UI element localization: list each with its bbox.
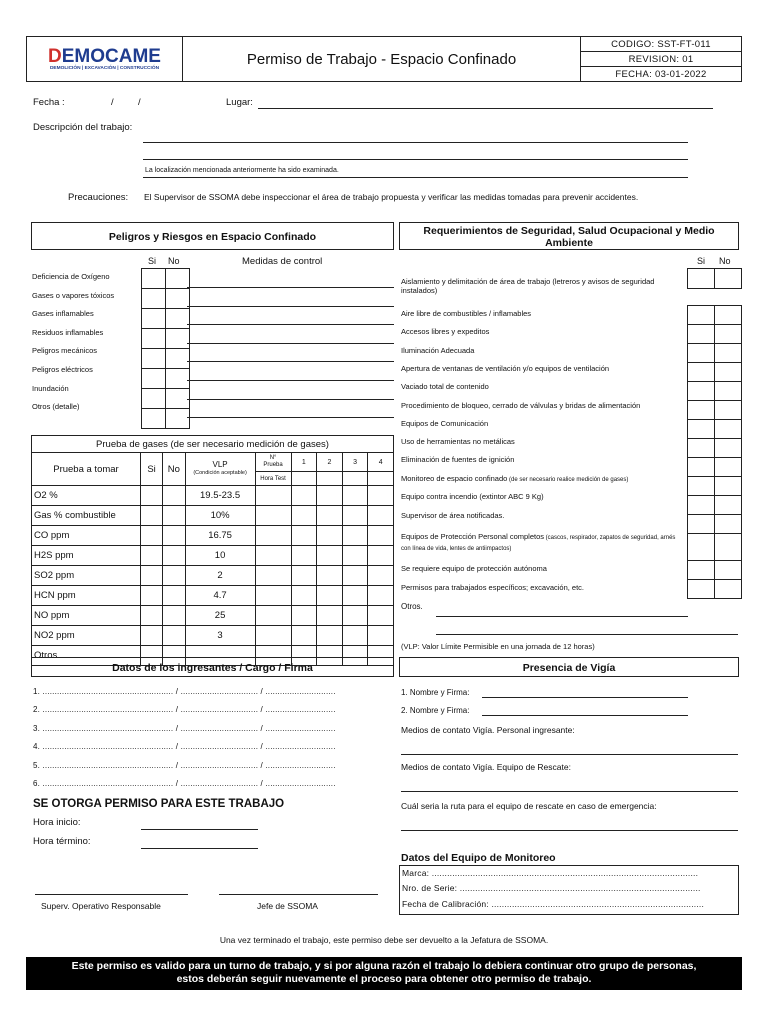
gas-row (32, 566, 394, 586)
fecha-label: Fecha : (33, 97, 65, 108)
col-si: Si (140, 453, 162, 486)
requirement-item (401, 583, 686, 592)
hazards-medidas-header: Medidas de control (242, 256, 323, 267)
gas-test-cell[interactable] (342, 546, 368, 566)
localizacion-note: La localización mencionada anteriormente ha sido examinada. (145, 167, 339, 174)
col-n-label: N° (269, 455, 277, 461)
gas-si-box[interactable] (140, 506, 162, 526)
req-no-box[interactable] (715, 269, 742, 289)
requirement-item (401, 532, 686, 554)
hora-termino-field[interactable] (141, 848, 258, 849)
req-no-box[interactable] (715, 420, 742, 439)
ingresante-line[interactable]: 2. ...................................................... / ................................ / ............................. (33, 705, 336, 715)
hazards-checkbox-grid (141, 268, 190, 429)
vigia-nombre-2: 2. Nombre y Firma: (401, 706, 470, 715)
hazards-si-header: Si (148, 256, 157, 266)
firma-jefe-line[interactable] (219, 894, 378, 895)
gas-no-box[interactable] (163, 606, 185, 626)
requirement-item (401, 419, 686, 428)
gas-name: NO2 ppm (32, 626, 141, 646)
gas-test-cell[interactable] (342, 606, 368, 626)
req-si-box[interactable] (688, 534, 715, 561)
monitoreo-title: Datos del Equipo de Monitoreo (401, 852, 556, 864)
req-no-box[interactable] (715, 515, 742, 534)
req-si-box[interactable] (688, 382, 715, 401)
gas-vlp: 25 (185, 606, 255, 626)
medida-control-line[interactable] (187, 417, 394, 418)
req-row (688, 580, 742, 599)
hora-cell[interactable] (291, 472, 317, 486)
hazard-row (142, 369, 190, 389)
ingresante-line[interactable]: 6. ...................................................... / ................................ / ............................. (33, 779, 336, 788)
monitoreo-calibracion[interactable]: Fecha de Calibración: ................................................................................... (402, 899, 705, 909)
medida-control-line[interactable] (187, 361, 394, 362)
gas-test-cell[interactable] (317, 506, 343, 526)
hazard-si-box[interactable] (142, 369, 166, 389)
hazard-row (142, 269, 190, 289)
requirement-text: Equipos de Protección Personal completos (401, 532, 544, 541)
requirement-text: Equipo contra incendio (extintor ABC 9 Kg) (401, 492, 544, 501)
gas-hora-cell[interactable] (255, 526, 291, 546)
fecha-slash-2: / (138, 97, 141, 108)
contacto-ingresante-label: Medios de contato Vigía. Personal ingresante: (401, 725, 575, 735)
req-si-box[interactable] (688, 420, 715, 439)
req-si-box[interactable] (688, 344, 715, 363)
requirement-note: (cascos, respirador, zapatos de seguridad, arnés con línea de vida, lentes de antiimpactos) (401, 535, 676, 552)
vigia-nombre-1-field[interactable] (482, 697, 688, 698)
gas-test-cell[interactable] (291, 526, 317, 546)
req-si-box[interactable] (688, 496, 715, 515)
medida-control-line[interactable] (187, 287, 394, 288)
gas-test-cell[interactable] (342, 526, 368, 546)
req-si-box[interactable] (688, 269, 715, 289)
monitoreo-serie[interactable]: Nro. de Serie: .............................................................................................. (402, 883, 701, 893)
hazard-label: Deficiencia de Oxígeno (32, 272, 110, 281)
gas-no-box[interactable] (163, 546, 185, 566)
gas-no-box[interactable] (163, 586, 185, 606)
gas-hora-cell[interactable] (255, 606, 291, 626)
footer-banner (26, 957, 742, 990)
gas-vlp: 19.5-23.5 (185, 486, 255, 506)
requirement-text: Iluminación Adecuada (401, 346, 475, 355)
requirement-item (401, 364, 686, 373)
logo-tagline: DEMOLICIÓN | EXCAVACIÓN | CONSTRUCCIÓN (49, 66, 160, 71)
requirement-item (401, 346, 686, 355)
gas-name: NO ppm (32, 606, 141, 626)
gas-vlp: 10% (185, 506, 255, 526)
hazard-label: Peligros mecánicos (32, 346, 98, 356)
precauciones-text: El Supervisor de SSOMA debe inspeccionar el área de trabajo propuesta y verificar las medidas tomadas para prevenir accidentes. (144, 192, 639, 202)
gas-name: H2S ppm (32, 546, 141, 566)
gas-row (32, 526, 394, 546)
gas-si-box[interactable] (140, 586, 162, 606)
vigia-nombre-2-field[interactable] (482, 715, 688, 716)
req-no-box[interactable] (715, 344, 742, 363)
gas-vlp: 2 (185, 566, 255, 586)
requirement-text: Aislamiento y delimitación de área de trabajo (letreros y avisos de seguridad instalados) (401, 277, 655, 295)
req-si-box[interactable] (688, 306, 715, 325)
requirement-text: Vaciado total de contenido (401, 382, 489, 391)
requirements-title: Requerimientos de Seguridad, Salud Ocupacional y Medio Ambiente (423, 225, 715, 249)
requirement-text: Apertura de ventanas de ventilación y/o equipos de ventilación (401, 364, 610, 373)
col-n-sub: Prueba (263, 462, 283, 468)
gas-test-cell[interactable] (317, 626, 343, 646)
req-row (688, 439, 742, 458)
gas-row (32, 626, 394, 646)
gas-hora-cell[interactable] (255, 566, 291, 586)
req-no-box[interactable] (715, 306, 742, 325)
hazard-si-box[interactable] (142, 289, 166, 309)
page-title: Permiso de Trabajo - Espacio Confinado (183, 37, 581, 82)
gas-test-cell[interactable] (368, 566, 394, 586)
monitoreo-marca[interactable]: Marca: ........................................................................................................ (402, 868, 699, 878)
hazard-label: Inundación (32, 383, 69, 393)
req-no-box[interactable] (715, 580, 742, 599)
vigia-title-box (399, 657, 739, 677)
hazard-label: Otros (detalle) (32, 402, 80, 412)
vigia-nombre-1: 1. Nombre y Firma: (401, 688, 470, 697)
gas-vlp: 4.7 (185, 586, 255, 606)
req-row (688, 458, 742, 477)
hazard-no-box[interactable] (166, 389, 190, 409)
requirement-item (401, 455, 686, 464)
ingresante-line[interactable]: 1. ...................................................... / ................................ / ............................. (33, 687, 336, 696)
descripcion-line-2[interactable] (143, 159, 688, 160)
vlp-note: (VLP: Valor Límite Permisible en una jornada de 12 horas) (401, 642, 595, 651)
req-si-box[interactable] (688, 458, 715, 477)
req-row (688, 401, 742, 420)
requirement-item (401, 511, 686, 520)
gas-test-cell[interactable] (342, 566, 368, 586)
gas-test-cell[interactable] (291, 546, 317, 566)
ingresantes-title: Datos de los ingresantes / Cargo / Firma (112, 662, 313, 674)
requirement-item (401, 327, 686, 336)
gas-no-box[interactable] (163, 626, 185, 646)
hazard-label: Residuos inflamables (32, 327, 104, 337)
gas-si-box[interactable] (140, 546, 162, 566)
requirement-item (401, 382, 686, 391)
gas-test-cell[interactable] (368, 606, 394, 626)
req-otros-label: Otros. (401, 602, 423, 611)
test-col-4: 4 (368, 453, 394, 472)
requirements-title-box (399, 222, 739, 250)
ruta-field[interactable] (401, 830, 738, 831)
req-row (688, 363, 742, 382)
requirement-text: Accesos libres y expeditos (401, 327, 490, 336)
gas-no-box[interactable] (163, 506, 185, 526)
requirement-item (401, 474, 686, 485)
firma-jefe-label: Jefe de SSOMA (257, 901, 318, 911)
col-vlp-label: VLP (212, 460, 228, 469)
hazard-si-box[interactable] (142, 329, 166, 349)
req-si-box[interactable] (688, 580, 715, 599)
lugar-label: Lugar: (226, 97, 253, 108)
col-hora-test: Hora Test (255, 472, 291, 486)
medida-control-line[interactable] (187, 399, 394, 400)
firma-supervisor-line[interactable] (35, 894, 188, 895)
footer-banner-line-2: estos deberán seguir nuevamente el proceso para obtener otro permiso de trabajo. (176, 973, 592, 985)
hazard-no-box[interactable] (166, 289, 190, 309)
gas-row (32, 486, 394, 506)
gas-vlp: 16.75 (185, 526, 255, 546)
requirement-text: Procedimiento de bloqueo, cerrado de válvulas y bridas de alimentación (401, 401, 641, 410)
hazard-label: Gases inflamables (32, 309, 94, 319)
contacto-rescate-field[interactable] (401, 791, 738, 792)
requirement-text: Eliminación de fuentes de ignición (401, 455, 515, 464)
requirement-item (401, 401, 686, 410)
hazard-no-box[interactable] (166, 269, 190, 289)
requirements-checkbox-grid (687, 305, 742, 599)
req-si-box[interactable] (688, 325, 715, 344)
requirement-item (401, 309, 686, 318)
gas-test-cell[interactable] (368, 486, 394, 506)
gas-hora-cell[interactable] (255, 486, 291, 506)
hazard-row (142, 309, 190, 329)
col-vlp-sub: (Condición aceptable) (193, 470, 247, 476)
req-row (688, 344, 742, 363)
hora-cell[interactable] (317, 472, 343, 486)
hora-inicio-label: Hora inicio: (33, 817, 81, 828)
gas-vlp: 3 (185, 626, 255, 646)
hazard-row (142, 389, 190, 409)
gas-no-box[interactable] (163, 486, 185, 506)
col-no: No (163, 453, 185, 486)
gas-test-cell[interactable] (368, 626, 394, 646)
req-no-box[interactable] (715, 458, 742, 477)
hazard-no-box[interactable] (166, 349, 190, 369)
gas-test-cell[interactable] (317, 566, 343, 586)
gas-name: Otros (32, 646, 141, 666)
req-otros-line-1[interactable] (436, 616, 688, 617)
req-row (688, 477, 742, 496)
hazard-label: Peligros eléctricos (32, 365, 93, 374)
requirement-text: Uso de herramientas no metálicas (401, 437, 515, 446)
hazard-no-box[interactable] (166, 369, 190, 389)
gas-test-cell[interactable] (291, 586, 317, 606)
gas-hora-cell[interactable] (255, 506, 291, 526)
req-row (688, 306, 742, 325)
ingresantes-title-box (31, 657, 394, 677)
hazard-label: Gases o vapores tóxicos (32, 290, 115, 300)
gas-test-cell[interactable] (317, 586, 343, 606)
req-no-box[interactable] (715, 439, 742, 458)
hazards-title-box (31, 222, 394, 250)
gas-si-box[interactable] (140, 606, 162, 626)
hazard-si-box[interactable] (142, 349, 166, 369)
gas-hora-cell[interactable] (255, 626, 291, 646)
test-col-2: 2 (317, 453, 343, 472)
req-no-box[interactable] (715, 382, 742, 401)
devolucion-note: Una vez terminado el trabajo, este permiso debe ser devuelto a la Jefatura de SSOMA. (219, 935, 549, 945)
requirements-no-header: No (719, 256, 731, 266)
hazard-si-box[interactable] (142, 309, 166, 329)
hazard-no-box[interactable] (166, 309, 190, 329)
col-vlp (185, 453, 255, 486)
gas-test-cell[interactable] (317, 606, 343, 626)
ruta-label: Cuál seria la ruta para el equipo de rescate en caso de emergencia: (401, 801, 657, 811)
requirements-si-header: Si (697, 256, 706, 266)
requirement-text: Equipos de Comunicación (401, 419, 489, 428)
gas-test-cell[interactable] (291, 566, 317, 586)
gas-test-table (31, 435, 394, 666)
gas-name: SO2 ppm (32, 566, 141, 586)
hora-inicio-field[interactable] (141, 829, 258, 830)
gas-si-box[interactable] (140, 626, 162, 646)
req-si-box[interactable] (688, 401, 715, 420)
ingresante-line[interactable]: 5. ...................................................... / ................................ / ............................. (33, 760, 336, 770)
gas-hora-cell[interactable] (255, 586, 291, 606)
gas-no-box[interactable] (163, 566, 185, 586)
req-row (688, 325, 742, 344)
contacto-rescate-label: Medios de contato Vigía. Equipo de Rescate: (401, 762, 571, 772)
hazard-no-box[interactable] (166, 409, 190, 429)
doc-revision: REVISION: 01 (581, 52, 742, 67)
logo: DEMOCAME DEMOLICIÓN | EXCAVACIÓN | CONSTRUCCIÓN (27, 37, 183, 82)
hora-cell[interactable] (368, 472, 394, 486)
gas-row (32, 546, 394, 566)
test-col-1: 1 (291, 453, 317, 472)
doc-date: FECHA: 03-01-2022 (581, 67, 742, 82)
gas-row (32, 606, 394, 626)
test-col-3: 3 (342, 453, 368, 472)
gas-test-cell[interactable] (368, 586, 394, 606)
gas-test-cell[interactable] (291, 606, 317, 626)
hazard-si-box[interactable] (142, 269, 166, 289)
req-si-box[interactable] (688, 561, 715, 580)
gas-si-box[interactable] (140, 566, 162, 586)
gas-test-cell[interactable] (291, 506, 317, 526)
req-no-box[interactable] (715, 561, 742, 580)
requirement-item (401, 492, 686, 501)
hazard-si-box[interactable] (142, 389, 166, 409)
req-row (688, 382, 742, 401)
hazard-row (142, 329, 190, 349)
gas-si-box[interactable] (140, 526, 162, 546)
gas-row (32, 506, 394, 526)
req-no-box[interactable] (715, 401, 742, 420)
req-row (688, 496, 742, 515)
hazard-row (142, 409, 190, 429)
monitoreo-box (399, 865, 739, 915)
gas-test-cell[interactable] (291, 486, 317, 506)
requirement-item (401, 564, 686, 573)
hazard-si-box[interactable] (142, 409, 166, 429)
gas-test-cell[interactable] (342, 586, 368, 606)
gas-hora-cell[interactable] (255, 546, 291, 566)
gas-si-box[interactable] (140, 486, 162, 506)
fecha-slash-1: / (111, 97, 114, 108)
req-si-box[interactable] (688, 515, 715, 534)
req-no-box[interactable] (715, 496, 742, 515)
descripcion-line-1[interactable] (143, 142, 688, 143)
gas-test-cell[interactable] (368, 546, 394, 566)
hazards-no-header: No (168, 256, 180, 266)
col-prueba: Prueba a tomar (32, 453, 141, 486)
gas-test-cell[interactable] (368, 506, 394, 526)
gas-name: HCN ppm (32, 586, 141, 606)
medida-control-line[interactable] (187, 380, 394, 381)
gas-no-box[interactable] (163, 526, 185, 546)
requirement-text: Aire libre de combustibles / inflamables (401, 309, 532, 318)
req-row (688, 534, 742, 561)
lugar-field[interactable] (258, 108, 713, 109)
req-otros-line-2[interactable] (436, 634, 738, 635)
descripcion-label: Descripción del trabajo: (33, 122, 133, 133)
hora-cell[interactable] (342, 472, 368, 486)
requirements-checkbox-grid-top (687, 268, 742, 289)
hazard-row (142, 349, 190, 369)
permiso-title: SE OTORGA PERMISO PARA ESTE TRABAJO (33, 798, 285, 810)
req-row (688, 420, 742, 439)
gas-test-cell[interactable] (342, 506, 368, 526)
gas-test-cell[interactable] (291, 626, 317, 646)
req-no-box[interactable] (715, 477, 742, 496)
requirement-text: Se requiere equipo de protección autónoma (401, 564, 547, 573)
req-no-box[interactable] (715, 534, 742, 561)
hora-termino-label: Hora término: (33, 836, 91, 847)
medida-control-line[interactable] (187, 306, 394, 307)
requirement-text: Monitoreo de espacio confinado (401, 474, 508, 483)
gas-test-cell[interactable] (317, 526, 343, 546)
gas-name: O2 % (32, 486, 141, 506)
precauciones-label: Precauciones: (68, 192, 129, 203)
gas-vlp: 10 (185, 546, 255, 566)
hazards-title: Peligros y Riesgos en Espacio Confinado (108, 231, 317, 243)
req-no-box[interactable] (715, 325, 742, 344)
gas-test-cell[interactable] (342, 626, 368, 646)
req-si-box[interactable] (688, 363, 715, 382)
requirement-text: Supervisor de área notificadas. (401, 511, 505, 520)
col-n-prueba (255, 453, 291, 472)
req-si-box[interactable] (688, 477, 715, 496)
gas-name: Gas % combustible (32, 506, 141, 526)
gas-test-cell[interactable] (368, 526, 394, 546)
vigia-title: Presencia de Vigía (522, 662, 616, 674)
hazard-row (142, 289, 190, 309)
ingresante-line[interactable]: 4. ...................................................... / ................................ / ............................. (33, 742, 336, 752)
ingresante-line[interactable]: 3. ...................................................... / ................................ / ............................. (33, 723, 336, 733)
req-row (688, 561, 742, 580)
medida-control-line[interactable] (187, 343, 394, 344)
req-no-box[interactable] (715, 363, 742, 382)
requirement-note: (de ser necesario realice medición de gases) (509, 477, 629, 483)
document-header (26, 36, 742, 82)
gas-test-cell[interactable] (317, 486, 343, 506)
firma-supervisor-label: Superv. Operativo Responsable (41, 901, 161, 911)
req-row (688, 515, 742, 534)
doc-code: CODIGO: SST-FT-011 (581, 37, 742, 52)
gas-row (32, 586, 394, 606)
gas-name: CO ppm (32, 526, 141, 546)
footer-banner-line-1: Este permiso es valido para un turno de trabajo, y si por alguna razón el trabajo lo debiera continuar otro grupo de personas, (71, 960, 697, 972)
requirement-text: Permisos para trabajados específicos; excavación, etc. (401, 583, 585, 592)
gas-test-cell[interactable] (342, 486, 368, 506)
gas-table-title: Prueba de gases (de ser necesario medición de gases) (32, 436, 394, 453)
descripcion-line-3[interactable] (143, 177, 688, 178)
requirement-item (401, 437, 686, 446)
gas-test-cell[interactable] (317, 546, 343, 566)
req-si-box[interactable] (688, 439, 715, 458)
medida-control-line[interactable] (187, 324, 394, 325)
requirement-item (401, 277, 686, 295)
contacto-ingresante-field[interactable] (401, 754, 738, 755)
hazard-no-box[interactable] (166, 329, 190, 349)
